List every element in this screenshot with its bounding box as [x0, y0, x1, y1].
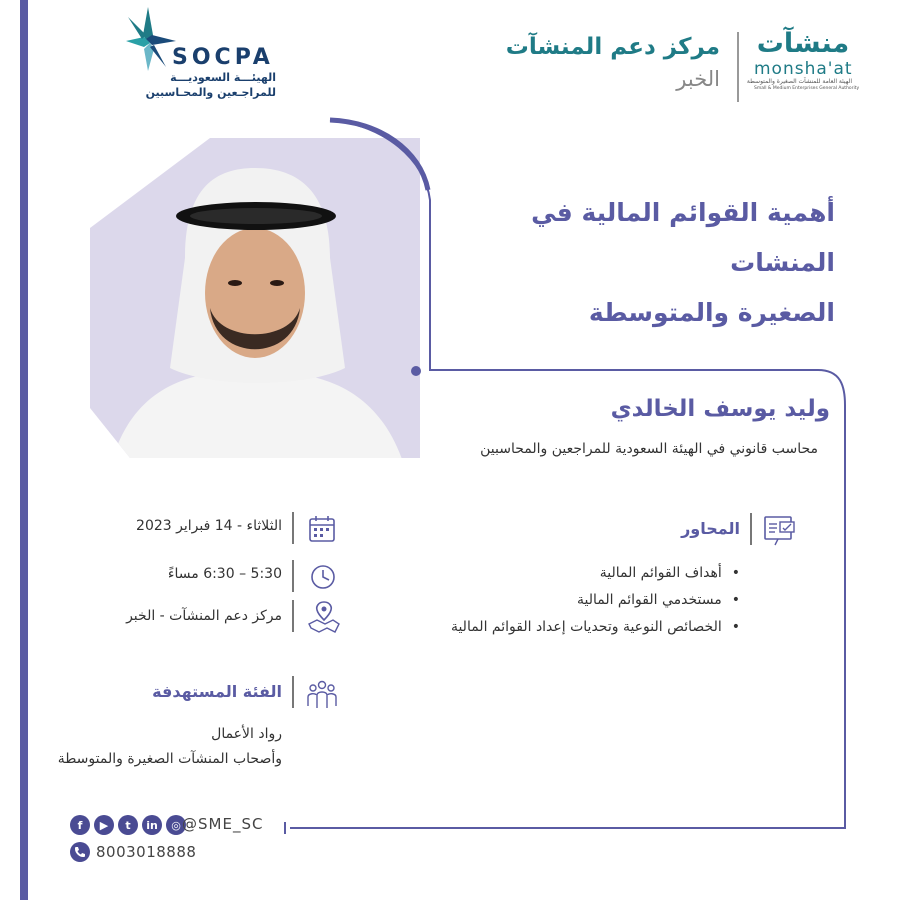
phone-number[interactable]: 8003018888 [96, 843, 197, 861]
audience-divider [292, 676, 294, 708]
time-divider [292, 560, 294, 592]
monshaat-logo-ar: منشآت [756, 28, 850, 59]
topic-item: • مستخدمي القوائم المالية [400, 587, 740, 614]
event-title-line2: الصغيرة والمتوسطة [588, 298, 835, 327]
audience-text [30, 722, 282, 772]
twitter-icon[interactable]: t [118, 815, 138, 835]
center-title: مركز دعم المنشآت [505, 34, 720, 60]
date-divider [292, 512, 294, 544]
event-title [440, 188, 835, 338]
audience-line2: وأصحاب المنشآت الصغيرة والمتوسطة [57, 751, 282, 767]
phone-icon [70, 842, 90, 862]
monshaat-tagline-ar: الهيئة العامة للمنشآت الصغيرة والمتوسطة [746, 78, 852, 85]
youtube-icon[interactable]: ▶ [94, 815, 114, 835]
linkedin-icon[interactable]: in [142, 815, 162, 835]
clock-icon [308, 562, 338, 592]
instagram-icon[interactable]: ◎ [166, 815, 186, 835]
event-location: مركز دعم المنشآت - الخبر [126, 608, 282, 624]
social-icons [70, 815, 186, 835]
audience-heading: الفئة المستهدفة [152, 682, 282, 701]
monshaat-logo-en: monsha'at [754, 59, 853, 79]
center-city: الخبر [676, 67, 720, 91]
location-divider [292, 600, 294, 632]
speaker-role: محاسب قانوني في الهيئة السعودية للمراجعين والمحاسبين [480, 441, 818, 457]
speaker-name: وليد يوسف الخالدي [610, 396, 830, 422]
topic-item: • أهداف القوائم المالية [400, 560, 740, 587]
calendar-icon [307, 514, 337, 544]
event-title-line1: أهمية القوائم المالية في المنشات [531, 198, 835, 277]
facebook-icon[interactable]: f [70, 815, 90, 835]
event-time: 5:30 – 6:30 مساءً [167, 566, 282, 582]
topics-divider [750, 513, 752, 545]
topics-board-icon [763, 514, 797, 546]
topics-heading: المحاور [681, 519, 740, 538]
socpa-logo-text: SOCPA [172, 45, 274, 70]
socpa-line1: الهيئـــة السعوديـــة [170, 71, 276, 84]
location-map-icon [305, 600, 343, 634]
topics-list [400, 560, 740, 641]
audience-line1: رواد الأعمال [211, 726, 282, 742]
social-handle[interactable]: @SME_SC [182, 815, 264, 833]
audience-group-icon [305, 678, 339, 710]
topic-item: • الخصائص النوعية وتحديات إعداد القوائم المالية [400, 614, 740, 641]
socpa-line2: للمراجـعين والمحـاسبين [145, 86, 276, 99]
event-date: الثلاثاء - 14 فبراير 2023 [136, 518, 282, 534]
monshaat-tagline-en: Small & Medium Enterprises General Authority [754, 86, 860, 91]
